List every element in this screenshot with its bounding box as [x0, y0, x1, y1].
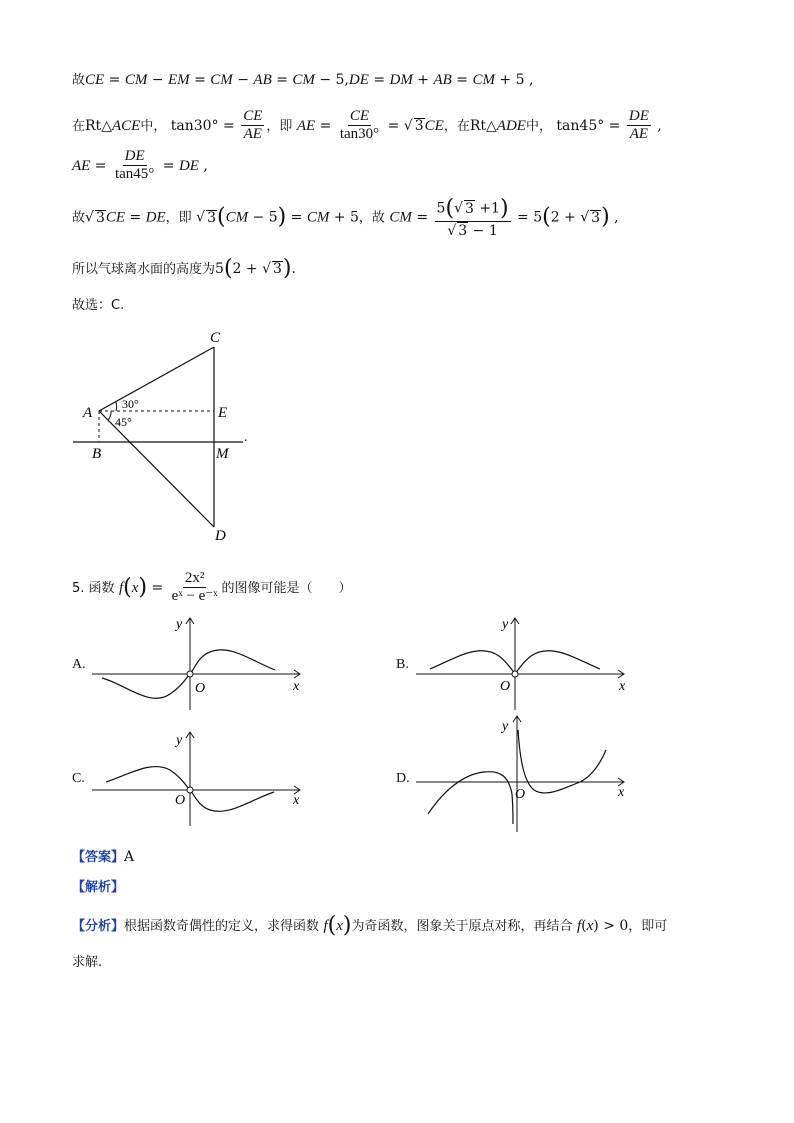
- analysis-line: [72, 880, 124, 894]
- angle-label-45: 45°: [115, 415, 132, 429]
- solution-line-5: 所以气球离水面的高度为5(2 + √ 3).: [72, 256, 296, 281]
- fenxi-text-1: 根据函数奇偶性的定义，求得函数: [124, 919, 320, 934]
- figure-dot: .: [244, 430, 248, 445]
- fenxi-text-2: 为奇函数，图象关于原点对称，再结合: [351, 919, 573, 934]
- fenxi-text-4: 求解.: [72, 955, 103, 970]
- text-ji: ，即: [266, 118, 293, 134]
- fenxi-line-2: [72, 955, 102, 969]
- question-5: 5. 函数 f(x) = $\frac{\text{2x²}}{\text{eˣ − e⁻ˣ}}$ 的图像可能是（ ）: [72, 570, 352, 605]
- option-c-label: C.: [72, 771, 85, 786]
- option-d-graph: [414, 710, 634, 834]
- solution-line-1: 故CE = CM − EM = CM − AB = CM − 5,DE = DM + AB = CM + 5 ,: [72, 72, 534, 88]
- option-a-x-label: x: [293, 679, 300, 694]
- text-zhong2: 中，: [525, 118, 552, 134]
- solution-line-4: 故√ 3CE = DE，即 √ 3(CM − 5) = CM + 5，故 CM = $\frac{5(√ 3 +1)}{√ 3 - 1}$ = 5(2 + √ 3) ,: [72, 196, 619, 240]
- question-label: 5. 函数: [72, 580, 115, 596]
- option-d-origin-label: O: [515, 787, 526, 802]
- option-a-y-label: y: [176, 617, 183, 632]
- option-c-x-label: x: [293, 793, 300, 808]
- option-d-label: D.: [396, 771, 410, 786]
- point-label-E: E: [218, 405, 228, 421]
- option-b-x-label: x: [619, 679, 626, 694]
- formula-numerator: 2x²: [183, 570, 207, 588]
- fenxi-text-3: ，即可: [628, 919, 668, 934]
- solution-line-3: AE = $\frac{DE}{\tan 45^\circ}$ = DE ,: [72, 148, 208, 183]
- text-zhong: 中，: [140, 118, 167, 134]
- geometry-figure: [60, 320, 260, 550]
- text-suoyi: 所以气球离水面的高度为: [72, 262, 216, 277]
- question-tail: 的图像可能是（ ）: [221, 580, 352, 596]
- formula-denominator: eˣ − e⁻ˣ: [171, 588, 218, 605]
- text-guxuan: 故选：C.: [72, 298, 125, 313]
- angle-label-30: 30°: [122, 397, 139, 411]
- option-a-graph: [90, 612, 310, 712]
- option-b-label: B.: [396, 657, 409, 672]
- option-a-label: A.: [72, 657, 86, 672]
- point-label-B: B: [92, 446, 102, 462]
- point-label-A: A: [83, 405, 93, 421]
- text-zai2: ，在: [443, 118, 470, 134]
- text-gu2: ，故: [358, 210, 385, 226]
- text-ji-2: ，即: [165, 210, 192, 226]
- answer-tag: 【答案】: [72, 850, 125, 865]
- option-b-origin-label: O: [500, 679, 511, 694]
- point-label-D: D: [215, 528, 226, 544]
- text-gu-2: 故: [72, 210, 86, 226]
- answer-value: A: [124, 849, 135, 865]
- text-zai: 在: [72, 118, 86, 134]
- answer-line: [72, 850, 134, 864]
- option-b-y-label: y: [502, 617, 509, 632]
- point-label-C: C: [210, 330, 221, 346]
- option-c-origin-label: O: [175, 793, 186, 808]
- fenxi-line: 【分析】根据函数奇偶性的定义，求得函数 f(x)为奇函数，图象关于原点对称，再结合 f(x) > 0，即可: [72, 913, 668, 938]
- option-a-origin-label: O: [195, 681, 206, 696]
- option-c-graph: [90, 726, 310, 830]
- solution-line-6: [72, 298, 124, 312]
- option-d-y-label: y: [502, 719, 509, 734]
- option-b-graph: [414, 612, 634, 712]
- option-d-x-label: x: [618, 785, 625, 800]
- point-label-M: M: [216, 446, 229, 462]
- option-c-y-label: y: [176, 733, 183, 748]
- fenxi-tag: 【分析】: [72, 919, 125, 934]
- solution-line-2: 在Rt△ACE中， tan30° = $\frac{CE}{AE}$ ，即 AE = $\frac{CE}{\tan 30^\circ}$ = √ 3CE，在Rt△ADE中， tan45° = $\frac{DE}{AE}$ ,: [72, 108, 662, 143]
- analysis-tag: 【解析】: [72, 880, 125, 895]
- text-gu: 故: [72, 73, 86, 88]
